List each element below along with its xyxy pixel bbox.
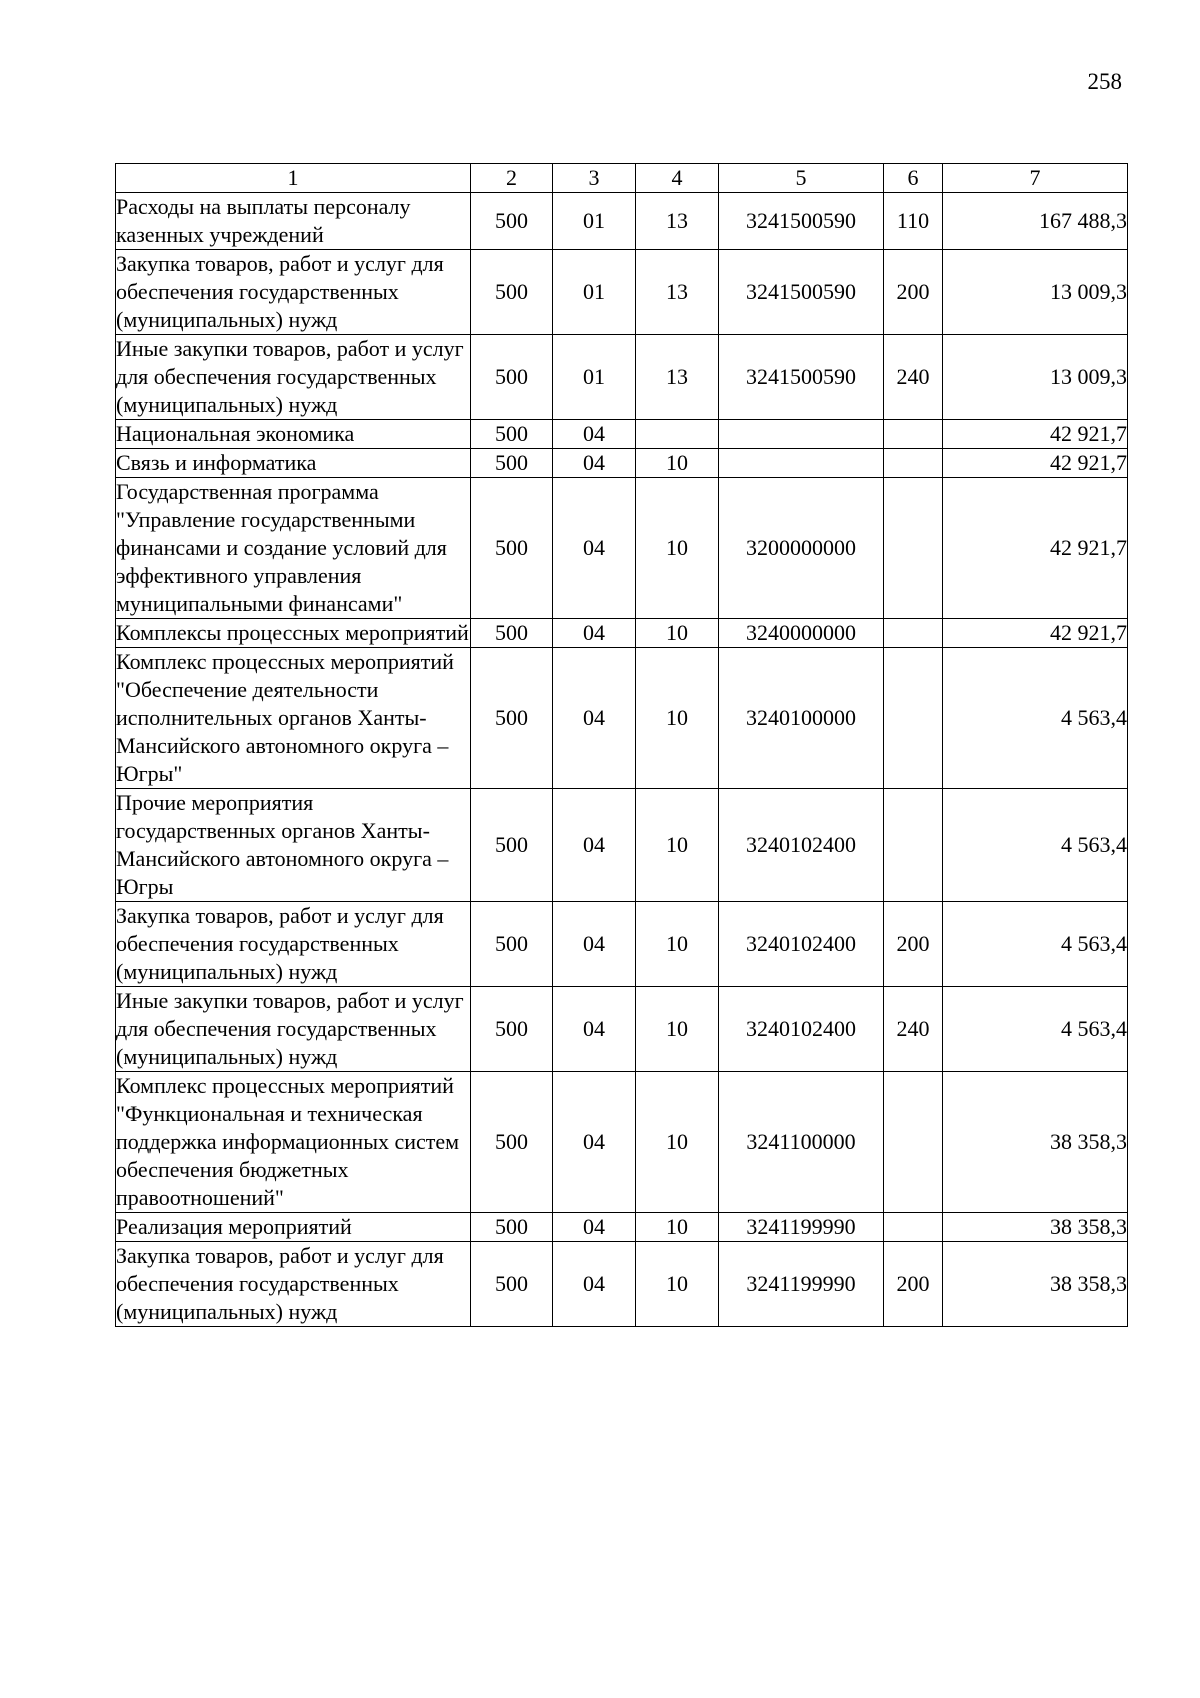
cell-col-4: 10 <box>636 449 719 478</box>
table-row <box>116 250 1128 335</box>
cell-amount: 167 488,3 <box>943 193 1128 250</box>
cell-col-2: 500 <box>471 250 553 335</box>
cell-col-5: 3241500590 <box>719 250 884 335</box>
header-cell: 5 <box>719 164 884 193</box>
table-row <box>116 789 1128 902</box>
cell-col-2: 500 <box>471 1213 553 1242</box>
cell-col-6: 200 <box>884 902 943 987</box>
header-cell: 3 <box>553 164 636 193</box>
cell-col-4: 10 <box>636 478 719 619</box>
cell-col-6 <box>884 648 943 789</box>
cell-amount: 4 563,4 <box>943 987 1128 1072</box>
cell-col-3: 04 <box>553 449 636 478</box>
row-name: Расходы на выплаты персоналу казенных учреждений <box>116 193 471 250</box>
header-cell: 6 <box>884 164 943 193</box>
cell-col-5: 3241100000 <box>719 1072 884 1213</box>
cell-col-3: 01 <box>553 193 636 250</box>
cell-col-2: 500 <box>471 478 553 619</box>
header-cell: 2 <box>471 164 553 193</box>
cell-amount: 42 921,7 <box>943 449 1128 478</box>
cell-col-5: 3240102400 <box>719 902 884 987</box>
row-name: Иные закупки товаров, работ и услуг для обеспечения государственных (муниципальных) нужд <box>116 987 471 1072</box>
cell-col-5: 3240100000 <box>719 648 884 789</box>
cell-col-5 <box>719 420 884 449</box>
row-name: Связь и информатика <box>116 449 471 478</box>
cell-col-6 <box>884 789 943 902</box>
table-row <box>116 902 1128 987</box>
cell-col-5: 3240000000 <box>719 619 884 648</box>
cell-col-5 <box>719 449 884 478</box>
cell-col-2: 500 <box>471 420 553 449</box>
cell-amount: 38 358,3 <box>943 1213 1128 1242</box>
cell-col-6: 110 <box>884 193 943 250</box>
row-name: Закупка товаров, работ и услуг для обеспечения государственных (муниципальных) нужд <box>116 1242 471 1327</box>
cell-amount: 42 921,7 <box>943 619 1128 648</box>
row-name: Национальная экономика <box>116 420 471 449</box>
cell-col-4: 13 <box>636 335 719 420</box>
table-row <box>116 1242 1128 1327</box>
cell-col-3: 04 <box>553 789 636 902</box>
cell-col-4: 10 <box>636 648 719 789</box>
cell-col-5: 3241199990 <box>719 1213 884 1242</box>
cell-amount: 13 009,3 <box>943 335 1128 420</box>
cell-col-4: 10 <box>636 1072 719 1213</box>
cell-col-3: 04 <box>553 1072 636 1213</box>
cell-col-4 <box>636 420 719 449</box>
table-row <box>116 1072 1128 1213</box>
cell-col-6 <box>884 1072 943 1213</box>
cell-col-2: 500 <box>471 193 553 250</box>
cell-col-5: 3240102400 <box>719 987 884 1072</box>
cell-col-3: 04 <box>553 648 636 789</box>
cell-col-6 <box>884 619 943 648</box>
row-name: Комплекс процессных мероприятий "Обеспечение деятельности исполнительных органов Ханты-Мансийского автономного округа – Югры" <box>116 648 471 789</box>
cell-col-2: 500 <box>471 449 553 478</box>
cell-col-5: 3241199990 <box>719 1242 884 1327</box>
cell-amount: 38 358,3 <box>943 1242 1128 1327</box>
table-row <box>116 449 1128 478</box>
cell-col-3: 04 <box>553 1213 636 1242</box>
cell-col-4: 10 <box>636 789 719 902</box>
table-row <box>116 648 1128 789</box>
cell-col-4: 10 <box>636 987 719 1072</box>
header-cell: 4 <box>636 164 719 193</box>
table-row <box>116 193 1128 250</box>
cell-col-6 <box>884 420 943 449</box>
table-header-row <box>116 164 1128 193</box>
table-row <box>116 420 1128 449</box>
cell-amount: 38 358,3 <box>943 1072 1128 1213</box>
table-row <box>116 335 1128 420</box>
cell-col-3: 04 <box>553 1242 636 1327</box>
header-cell: 7 <box>943 164 1128 193</box>
cell-col-6 <box>884 478 943 619</box>
cell-col-5: 3240102400 <box>719 789 884 902</box>
cell-col-3: 04 <box>553 902 636 987</box>
cell-col-2: 500 <box>471 1072 553 1213</box>
cell-col-4: 10 <box>636 1213 719 1242</box>
cell-col-5: 3200000000 <box>719 478 884 619</box>
budget-table <box>115 163 1128 1327</box>
row-name: Прочие мероприятия государственных органов Ханты-Мансийского автономного округа – Югры <box>116 789 471 902</box>
cell-amount: 13 009,3 <box>943 250 1128 335</box>
cell-col-3: 01 <box>553 335 636 420</box>
cell-amount: 42 921,7 <box>943 478 1128 619</box>
cell-amount: 42 921,7 <box>943 420 1128 449</box>
table-row <box>116 478 1128 619</box>
cell-col-3: 04 <box>553 619 636 648</box>
cell-col-2: 500 <box>471 1242 553 1327</box>
cell-col-3: 04 <box>553 987 636 1072</box>
row-name: Иные закупки товаров, работ и услуг для обеспечения государственных (муниципальных) нужд <box>116 335 471 420</box>
cell-col-3: 04 <box>553 420 636 449</box>
cell-col-2: 500 <box>471 902 553 987</box>
table-row <box>116 619 1128 648</box>
cell-amount: 4 563,4 <box>943 789 1128 902</box>
cell-col-6 <box>884 1213 943 1242</box>
cell-col-3: 01 <box>553 250 636 335</box>
cell-col-4: 10 <box>636 1242 719 1327</box>
cell-col-4: 13 <box>636 250 719 335</box>
page-number: 258 <box>1087 69 1122 94</box>
cell-amount: 4 563,4 <box>943 902 1128 987</box>
cell-col-3: 04 <box>553 478 636 619</box>
cell-col-6 <box>884 449 943 478</box>
table-row <box>116 1213 1128 1242</box>
cell-col-2: 500 <box>471 789 553 902</box>
row-name: Комплексы процессных мероприятий <box>116 619 471 648</box>
row-name: Комплекс процессных мероприятий "Функциональная и техническая поддержка информационных систем обеспечения бюджетных правоотношений" <box>116 1072 471 1213</box>
cell-col-5: 3241500590 <box>719 335 884 420</box>
header-cell: 1 <box>116 164 471 193</box>
cell-col-6: 240 <box>884 987 943 1072</box>
cell-col-2: 500 <box>471 987 553 1072</box>
cell-col-2: 500 <box>471 335 553 420</box>
row-name: Закупка товаров, работ и услуг для обеспечения государственных (муниципальных) нужд <box>116 902 471 987</box>
cell-col-5: 3241500590 <box>719 193 884 250</box>
row-name: Закупка товаров, работ и услуг для обеспечения государственных (муниципальных) нужд <box>116 250 471 335</box>
cell-col-4: 13 <box>636 193 719 250</box>
row-name: Реализация мероприятий <box>116 1213 471 1242</box>
cell-col-2: 500 <box>471 619 553 648</box>
cell-amount: 4 563,4 <box>943 648 1128 789</box>
cell-col-6: 200 <box>884 1242 943 1327</box>
row-name: Государственная программа "Управление государственными финансами и создание условий для эффективного управления муниципальными финансами" <box>116 478 471 619</box>
cell-col-4: 10 <box>636 619 719 648</box>
table-row <box>116 987 1128 1072</box>
cell-col-6: 200 <box>884 250 943 335</box>
cell-col-2: 500 <box>471 648 553 789</box>
cell-col-4: 10 <box>636 902 719 987</box>
cell-col-6: 240 <box>884 335 943 420</box>
